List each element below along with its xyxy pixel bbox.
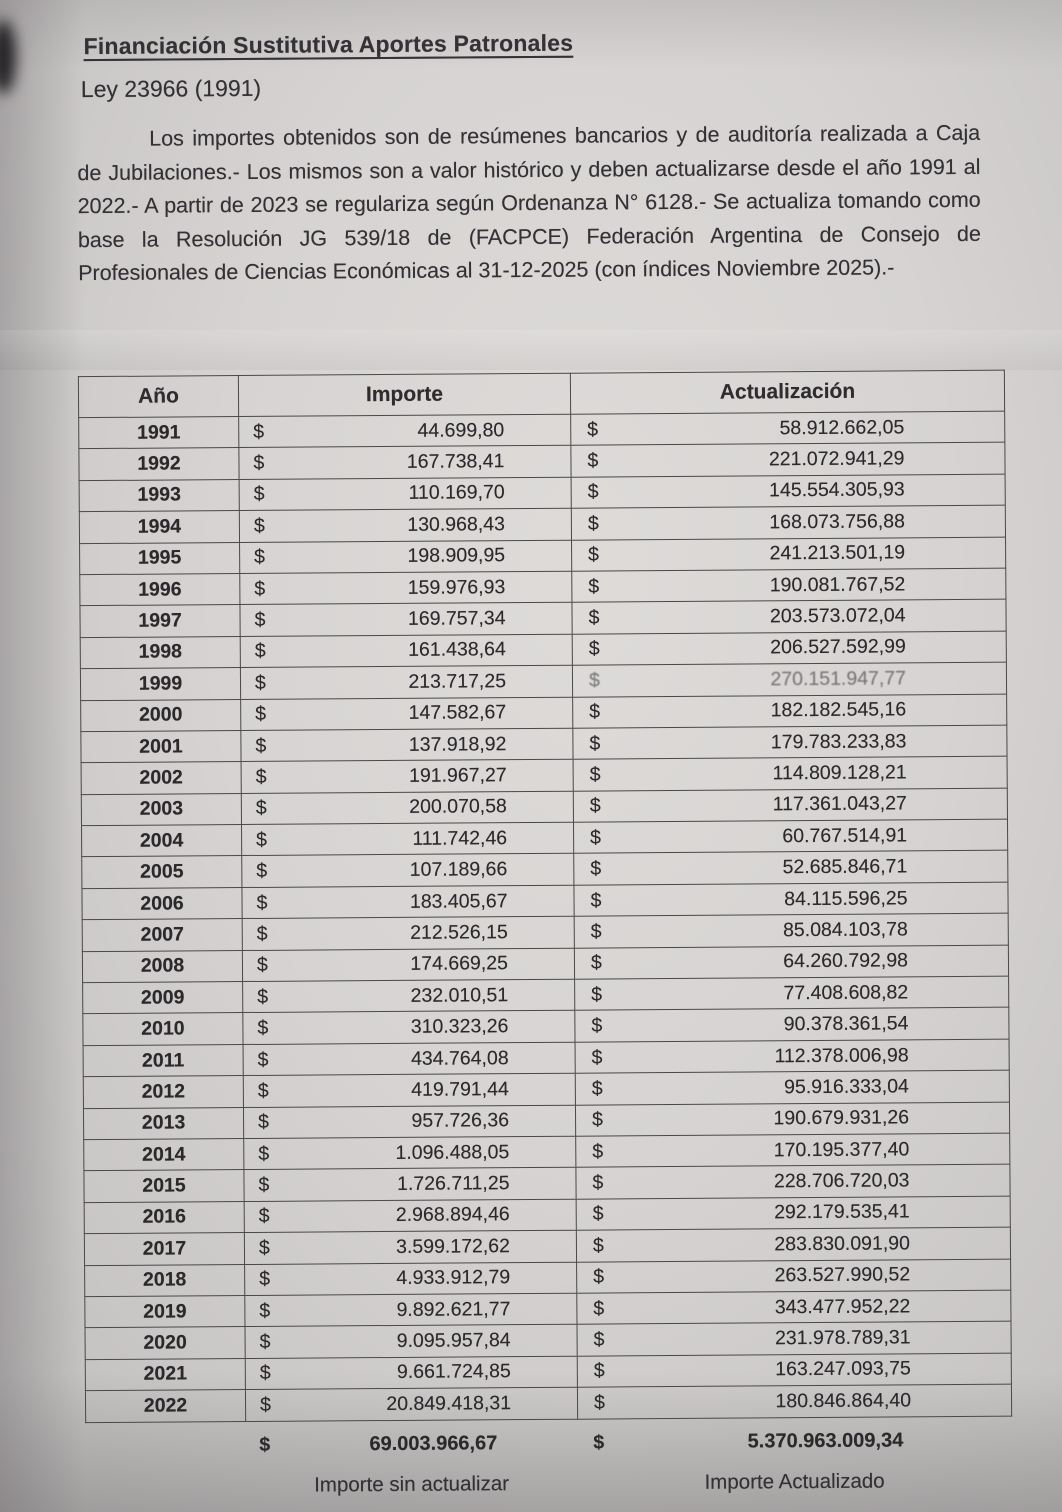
total-importe-value: 69.003.966,67 xyxy=(369,1432,498,1456)
currency-symbol: $ xyxy=(254,671,266,694)
year-cell: 1994 xyxy=(79,511,239,544)
actualizacion-cell xyxy=(571,411,1005,445)
importe-cell-value: 169.757,34 xyxy=(407,607,506,630)
currency-symbol: $ xyxy=(588,669,600,692)
importe-cell-value: 1.096.488,05 xyxy=(395,1140,510,1164)
actualizacion-cell-value: 58.912.662,05 xyxy=(779,416,905,439)
importe-cell-value: 159.976,93 xyxy=(407,575,506,599)
currency-symbol: $ xyxy=(259,1362,271,1385)
actualizacion-cell xyxy=(574,882,1008,916)
actualizacion-cell-value: 190.081.767,52 xyxy=(769,573,906,596)
importe-cell xyxy=(240,603,572,637)
currency-symbol: $ xyxy=(256,922,268,945)
importe-cell-value: 419.791,44 xyxy=(411,1078,509,1101)
currency-symbol: $ xyxy=(259,1330,271,1353)
year-cell: 1992 xyxy=(79,448,239,481)
importe-cell xyxy=(242,948,574,982)
currency-symbol: $ xyxy=(255,734,267,757)
currency-symbol: $ xyxy=(258,1236,270,1259)
importe-cell xyxy=(241,822,573,856)
importe-cell-value: 3.599.172,62 xyxy=(396,1235,511,1258)
importe-cell-value: 232.010,51 xyxy=(410,983,509,1007)
table-row xyxy=(80,662,1006,700)
importe-cell xyxy=(240,571,572,605)
currency-symbol: $ xyxy=(256,891,268,914)
currency-symbol: $ xyxy=(255,797,267,820)
year-cell: 1996 xyxy=(80,573,240,606)
actualizacion-cell-value: 64.260.792,98 xyxy=(783,949,909,973)
actualizacion-cell xyxy=(575,1070,1009,1104)
importe-cell xyxy=(243,1011,575,1045)
currency-symbol: $ xyxy=(588,637,600,661)
actualizacion-cell-value: 77.408.608,82 xyxy=(783,981,909,1004)
importe-cell-value: 20.849.418,31 xyxy=(386,1391,512,1415)
year-cell: 1997 xyxy=(80,605,240,638)
year-cell: 1993 xyxy=(79,479,239,512)
year-cell: 2013 xyxy=(83,1107,243,1140)
importe-cell-value: 111.742,46 xyxy=(412,826,508,850)
document-title: Financiación Sustitutiva Aportes Patronales xyxy=(83,29,574,60)
actualizacion-cell-value: 170.195.377,40 xyxy=(773,1138,910,1161)
year-cell: 2017 xyxy=(84,1233,244,1266)
actualizacion-cell xyxy=(572,631,1006,665)
importe-cell-value: 174.669,25 xyxy=(410,952,509,976)
importe-cell-value: 200.070,58 xyxy=(409,795,507,819)
year-cell: 2002 xyxy=(81,762,241,795)
actualizacion-cell xyxy=(575,1008,1009,1042)
importe-cell xyxy=(245,1325,577,1359)
actualizacion-cell-value: 163.247.093,75 xyxy=(775,1357,911,1381)
currency-symbol: $ xyxy=(257,1016,269,1040)
year-cell: 2012 xyxy=(83,1076,243,1109)
document-paragraph: Los importes obtenidos son de resúmenes bancarios y de auditoría realizada a Caja de Jubilaciones.- Los mismos son a valor histórico y deben actualizarse desde el año 1991 al 2022.- A partir de 2023 se regulariza según Ordenanza N° 6128.- Se actualiza tomando como base la Resolución JG 539/18 de (FACPCE) Federación Argentina de Consejo de Profesionales de Ciencias Económicas al 31-12-2025 (con índices Noviembre 2025).- xyxy=(77,120,981,286)
actualizacion-cell-value: 84.115.596,25 xyxy=(784,886,908,910)
total-actualizacion-cell xyxy=(577,1429,1011,1455)
year-cell: 2000 xyxy=(81,699,241,732)
year-cell: 2020 xyxy=(85,1327,245,1360)
currency-symbol: $ xyxy=(593,1328,605,1351)
currency-symbol: $ xyxy=(254,640,266,663)
year-cell: 1995 xyxy=(80,542,240,575)
actualizacion-cell-value: 52.685.846,71 xyxy=(782,855,908,879)
importe-cell xyxy=(240,540,572,574)
footer-label-importe: Importe sin actualizar xyxy=(314,1472,510,1497)
actualizacion-cell xyxy=(571,443,1005,477)
currency-symbol: $ xyxy=(591,1108,604,1131)
importe-cell xyxy=(239,414,571,448)
currency-symbol: $ xyxy=(593,1359,605,1382)
actualizacion-cell xyxy=(573,756,1007,790)
currency-symbol: $ xyxy=(258,1111,270,1134)
actualizacion-cell-value: 85.084.103,78 xyxy=(782,918,908,942)
currency-symbol: $ xyxy=(255,765,267,788)
importe-cell-value: 183.405,67 xyxy=(409,889,508,913)
currency-symbol: $ xyxy=(592,1234,604,1257)
importe-cell xyxy=(239,508,571,542)
actualizacion-cell-value: 203.573.072,04 xyxy=(769,604,906,628)
importe-cell xyxy=(243,1073,575,1107)
actualizacion-cell-value: 168.073.756,88 xyxy=(769,510,905,534)
actualizacion-cell-value: 182.182.545,16 xyxy=(770,698,907,722)
table-row xyxy=(85,1384,1011,1422)
importe-cell-value: 1.726.711,25 xyxy=(397,1172,510,1196)
currency-symbol: $ xyxy=(256,828,268,851)
table-body xyxy=(79,411,1012,1422)
actualizacion-cell-value: 231.978.789,31 xyxy=(774,1326,911,1350)
year-cell: 2022 xyxy=(85,1390,245,1423)
importe-cell-value: 2.968.894,46 xyxy=(395,1203,510,1227)
importe-cell-value: 137.918,92 xyxy=(408,732,507,756)
currency-symbol: $ xyxy=(587,512,599,535)
year-cell: 2011 xyxy=(83,1044,243,1077)
currency-symbol: $ xyxy=(593,1431,605,1454)
currency-symbol: $ xyxy=(589,700,601,723)
year-cell: 2008 xyxy=(82,950,242,983)
currency-symbol: $ xyxy=(587,418,599,441)
actualizacion-cell-value: 145.554.305,93 xyxy=(769,478,905,502)
importe-cell-value: 4.933.912,79 xyxy=(396,1266,511,1290)
currency-symbol: $ xyxy=(259,1299,271,1322)
importe-cell-value: 191.967,27 xyxy=(408,764,507,787)
actualizacion-cell-value: 270.151.947,77 xyxy=(770,667,907,691)
importe-cell-value: 434.764,08 xyxy=(410,1046,509,1070)
currency-symbol: $ xyxy=(257,1079,269,1102)
actualizacion-cell xyxy=(572,662,1006,696)
currency-symbol: $ xyxy=(591,1046,603,1069)
importe-cell xyxy=(240,634,572,668)
importe-cell xyxy=(243,1042,575,1076)
year-cell: 2018 xyxy=(85,1264,245,1297)
importe-cell xyxy=(245,1262,577,1296)
actualizacion-cell xyxy=(573,694,1007,728)
importe-cell-value: 9.892.621,77 xyxy=(396,1297,511,1321)
currency-symbol: $ xyxy=(254,546,266,569)
year-cell: 2019 xyxy=(85,1295,245,1328)
actualizacion-cell xyxy=(577,1290,1011,1324)
actualizacion-cell-value: 190.679.931,26 xyxy=(773,1106,910,1130)
year-cell: 1991 xyxy=(79,417,239,450)
currency-symbol: $ xyxy=(256,954,268,977)
column-header-importe: Importe xyxy=(238,373,570,416)
currency-symbol: $ xyxy=(588,543,600,566)
actualizacion-cell xyxy=(575,976,1009,1010)
importe-cell xyxy=(239,446,571,480)
importe-cell-value: 44.699,80 xyxy=(417,418,505,442)
currency-symbol: $ xyxy=(591,983,603,1006)
footer-label-actualizado: Importe Actualizado xyxy=(704,1469,885,1494)
importe-cell xyxy=(239,477,571,511)
year-cell: 1998 xyxy=(80,636,240,669)
importe-cell-value: 310.323,26 xyxy=(410,1015,509,1038)
importe-cell xyxy=(245,1356,577,1390)
currency-symbol: $ xyxy=(258,1205,270,1228)
importe-cell xyxy=(241,697,573,731)
year-cell: 2003 xyxy=(81,793,241,826)
importe-cell-value: 213.717,25 xyxy=(408,669,507,693)
importe-cell-value: 9.095.957,84 xyxy=(396,1329,511,1352)
importe-cell-value: 167.738,41 xyxy=(406,450,505,473)
importe-cell xyxy=(244,1199,576,1233)
totals-year-spacer xyxy=(85,1434,245,1458)
actualizacion-cell xyxy=(574,851,1008,885)
total-actualizacion-value: 5.370.963.009,34 xyxy=(747,1429,904,1453)
currency-symbol: $ xyxy=(255,703,267,726)
total-importe-cell xyxy=(245,1432,577,1457)
actualizacion-cell xyxy=(575,1039,1009,1073)
actualizacion-cell-value: 263.527.990,52 xyxy=(774,1263,911,1287)
importe-cell-value: 130.968,43 xyxy=(407,513,505,536)
importe-cell xyxy=(243,979,575,1013)
actualizacion-cell-value: 179.783.233,83 xyxy=(770,729,907,753)
importe-cell xyxy=(245,1293,577,1327)
column-header-year: Año xyxy=(78,376,238,418)
actualizacion-cell-value: 117.361.043,27 xyxy=(772,792,907,816)
importe-cell-value: 147.582,67 xyxy=(408,701,507,725)
importe-cell xyxy=(241,791,573,825)
actualizacion-cell-value: 112.378.006,98 xyxy=(774,1043,909,1067)
importe-cell xyxy=(240,665,572,699)
currency-symbol: $ xyxy=(253,420,265,443)
year-cell: 2016 xyxy=(84,1201,244,1234)
actualizacion-cell xyxy=(577,1353,1011,1387)
actualizacion-cell xyxy=(572,537,1006,571)
actualizacion-cell-value: 114.809.128,21 xyxy=(772,761,907,785)
importe-cell xyxy=(245,1387,577,1421)
year-cell: 2007 xyxy=(82,919,242,952)
importe-cell-value: 110.169,70 xyxy=(408,481,505,505)
currency-symbol: $ xyxy=(592,1171,604,1194)
actualizacion-cell-value: 221.072.941,29 xyxy=(768,447,905,471)
year-cell: 1999 xyxy=(80,668,240,701)
importe-cell xyxy=(243,1105,575,1139)
currency-symbol: $ xyxy=(590,889,602,912)
currency-symbol: $ xyxy=(253,483,265,506)
currency-symbol: $ xyxy=(257,1048,269,1071)
importe-cell-value: 198.909,95 xyxy=(407,544,506,568)
importe-cell xyxy=(241,728,573,762)
importe-cell-value: 107.189,66 xyxy=(409,858,508,882)
currency-symbol: $ xyxy=(259,1393,271,1416)
actualizacion-cell-value: 180.846.864,40 xyxy=(775,1389,912,1413)
actualizacion-cell xyxy=(574,945,1008,979)
importe-cell xyxy=(242,854,574,888)
actualizacion-cell-value: 241.213.501,19 xyxy=(769,541,906,565)
actualizacion-cell-value: 206.527.592,99 xyxy=(770,635,906,659)
document-law-line: Ley 23966 (1991) xyxy=(80,74,262,103)
actualizacion-cell xyxy=(573,788,1007,822)
currency-symbol: $ xyxy=(590,951,602,974)
actualizacion-cell xyxy=(571,474,1005,508)
currency-symbol: $ xyxy=(590,857,602,880)
currency-symbol: $ xyxy=(258,1142,270,1165)
actualizacion-cell-value: 60.767.514,91 xyxy=(782,824,908,848)
currency-symbol: $ xyxy=(254,577,266,600)
actualizacion-cell-value: 95.916.333,04 xyxy=(784,1075,909,1099)
actualizacion-cell xyxy=(572,568,1006,602)
importe-cell xyxy=(242,916,574,950)
currency-symbol: $ xyxy=(589,732,601,755)
year-cell: 2010 xyxy=(83,1013,243,1046)
year-cell: 2006 xyxy=(82,887,242,920)
year-cell: 2015 xyxy=(84,1170,244,1203)
actualizacion-cell xyxy=(577,1384,1011,1418)
year-cell: 2004 xyxy=(82,825,242,858)
currency-symbol: $ xyxy=(591,1014,603,1037)
currency-symbol: $ xyxy=(259,1268,271,1291)
currency-symbol: $ xyxy=(588,575,600,598)
column-header-actualizacion: Actualización xyxy=(570,370,1004,414)
currency-symbol: $ xyxy=(256,860,268,883)
currency-symbol: $ xyxy=(590,920,602,943)
actualizacion-cell xyxy=(571,505,1005,539)
actualizacion-cell xyxy=(573,725,1007,759)
year-cell: 2009 xyxy=(83,982,243,1015)
actualizacion-cell xyxy=(576,1196,1010,1230)
importe-cell xyxy=(244,1230,576,1264)
table-header-row xyxy=(78,370,1004,417)
actualizacion-cell xyxy=(573,819,1007,853)
year-cell: 2014 xyxy=(84,1139,244,1172)
importe-cell xyxy=(241,760,573,794)
currency-symbol: $ xyxy=(258,1173,270,1196)
currency-symbol: $ xyxy=(588,606,600,629)
importe-cell-value: 9.661.724,85 xyxy=(396,1360,511,1384)
currency-symbol: $ xyxy=(253,451,265,475)
currency-symbol: $ xyxy=(593,1265,605,1288)
year-cell: 2021 xyxy=(85,1358,245,1391)
currency-symbol: $ xyxy=(254,608,266,631)
importe-cell xyxy=(242,885,574,919)
importe-cell-value: 957.726,36 xyxy=(411,1109,510,1133)
actualizacion-cell xyxy=(575,1102,1009,1136)
importe-cell-value: 212.526,15 xyxy=(410,921,508,944)
currency-symbol: $ xyxy=(589,794,601,817)
actualizacion-cell-value: 90.378.361,54 xyxy=(783,1012,909,1036)
actualizacion-cell xyxy=(577,1321,1011,1355)
footer-year-spacer xyxy=(86,1474,246,1499)
year-cell: 2005 xyxy=(82,856,242,889)
importe-cell xyxy=(244,1136,576,1170)
importe-cell-value: 161.438,64 xyxy=(408,638,506,662)
actualizacion-cell xyxy=(572,600,1006,634)
currency-symbol: $ xyxy=(257,985,269,1008)
currency-symbol: $ xyxy=(253,514,265,537)
currency-symbol: $ xyxy=(593,1297,605,1320)
currency-symbol: $ xyxy=(589,763,601,786)
actualizacion-cell-value: 292.179.535,41 xyxy=(774,1200,910,1224)
importe-cell xyxy=(244,1168,576,1202)
actualizacion-cell-value: 283.830.091,90 xyxy=(774,1232,911,1256)
currency-symbol: $ xyxy=(591,1077,603,1100)
actualizacion-cell xyxy=(576,1165,1010,1199)
currency-symbol: $ xyxy=(587,480,599,504)
actualizacion-cell-value: 343.477.952,22 xyxy=(774,1294,911,1318)
currency-symbol: $ xyxy=(587,449,599,472)
currency-symbol: $ xyxy=(592,1140,604,1163)
year-cell: 2001 xyxy=(81,730,241,763)
actualizacion-cell-value: 228.706.720,03 xyxy=(773,1169,910,1193)
currency-symbol: $ xyxy=(593,1391,605,1414)
currency-symbol: $ xyxy=(590,826,602,849)
actualizacion-cell xyxy=(577,1259,1011,1293)
actualizacion-cell xyxy=(576,1133,1010,1167)
currency-symbol: $ xyxy=(592,1202,604,1226)
actualizacion-cell xyxy=(574,913,1008,947)
currency-symbol: $ xyxy=(259,1433,271,1456)
amounts-table xyxy=(78,370,1012,1423)
actualizacion-cell xyxy=(576,1227,1010,1261)
footer-labels xyxy=(86,1469,1012,1499)
totals-row xyxy=(85,1429,1011,1458)
